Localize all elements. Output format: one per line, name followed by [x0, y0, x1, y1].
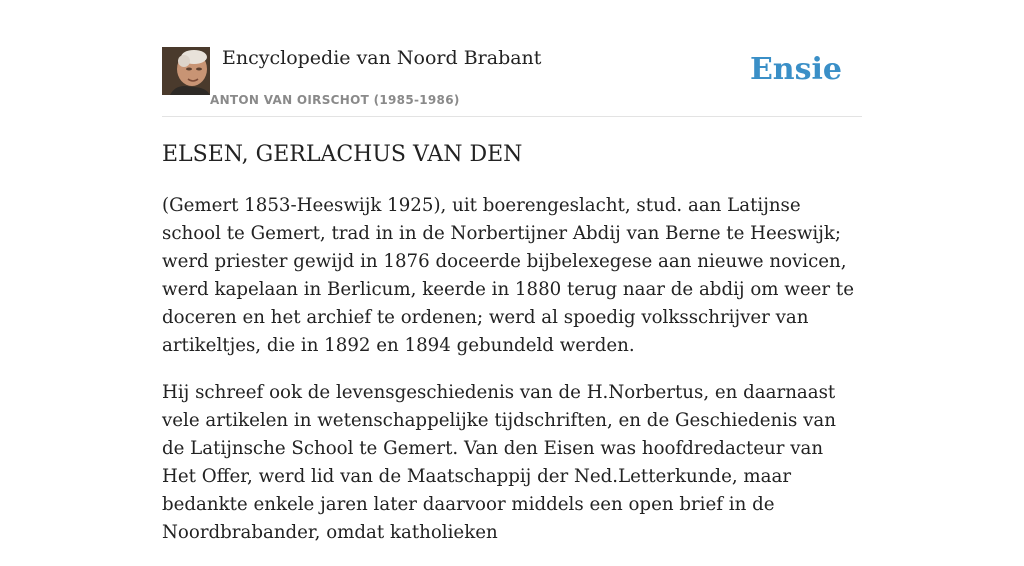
encyclopedia-title[interactable]: Encyclopedie van Noord Brabant	[222, 47, 542, 69]
author-portrait-icon	[162, 47, 210, 95]
article-paragraph: Hij schreef ook de levensgeschiedenis van de H.Norbertus, en daarnaast vele artikelen in wetenschappelijke tijdschriften, en de Geschiedenis van de Latijnsche School te Gemert. Van den Eisen was hoofdredacteur van Het Offer, werd lid van de Maatschappij der Ned.Letterkunde, maar bedankte enkele jaren later daarvoor middels een open brief in de Noordbrabander, omdat katholieken	[162, 382, 836, 543]
ensie-logo[interactable]: Ensie	[749, 52, 842, 87]
article-title: ELSEN, GERLACHUS VAN DEN	[162, 142, 523, 167]
article-body	[162, 192, 862, 566]
article-paragraph: (Gemert 1853-Heeswijk 1925), uit boerengeslacht, stud. aan Latijnse school te Gemert, trad in in de Norbertijner Abdij van Berne te Heeswijk; werd priester gewijd in 1876 doceerde bijbelexegese aan nieuwe novicen, werd kapelaan in Berlicum, keerde in 1880 terug naar de abdij om weer te doceren en het archief te ordenen; werd al spoedig volksschrijver van artikeltjes, die in 1892 en 1894 gebundeld werden.	[162, 195, 854, 356]
author-avatar[interactable]	[162, 47, 210, 95]
author-name[interactable]: ANTON VAN OIRSCHOT (1985-1986)	[210, 93, 460, 107]
page-header	[162, 46, 862, 117]
